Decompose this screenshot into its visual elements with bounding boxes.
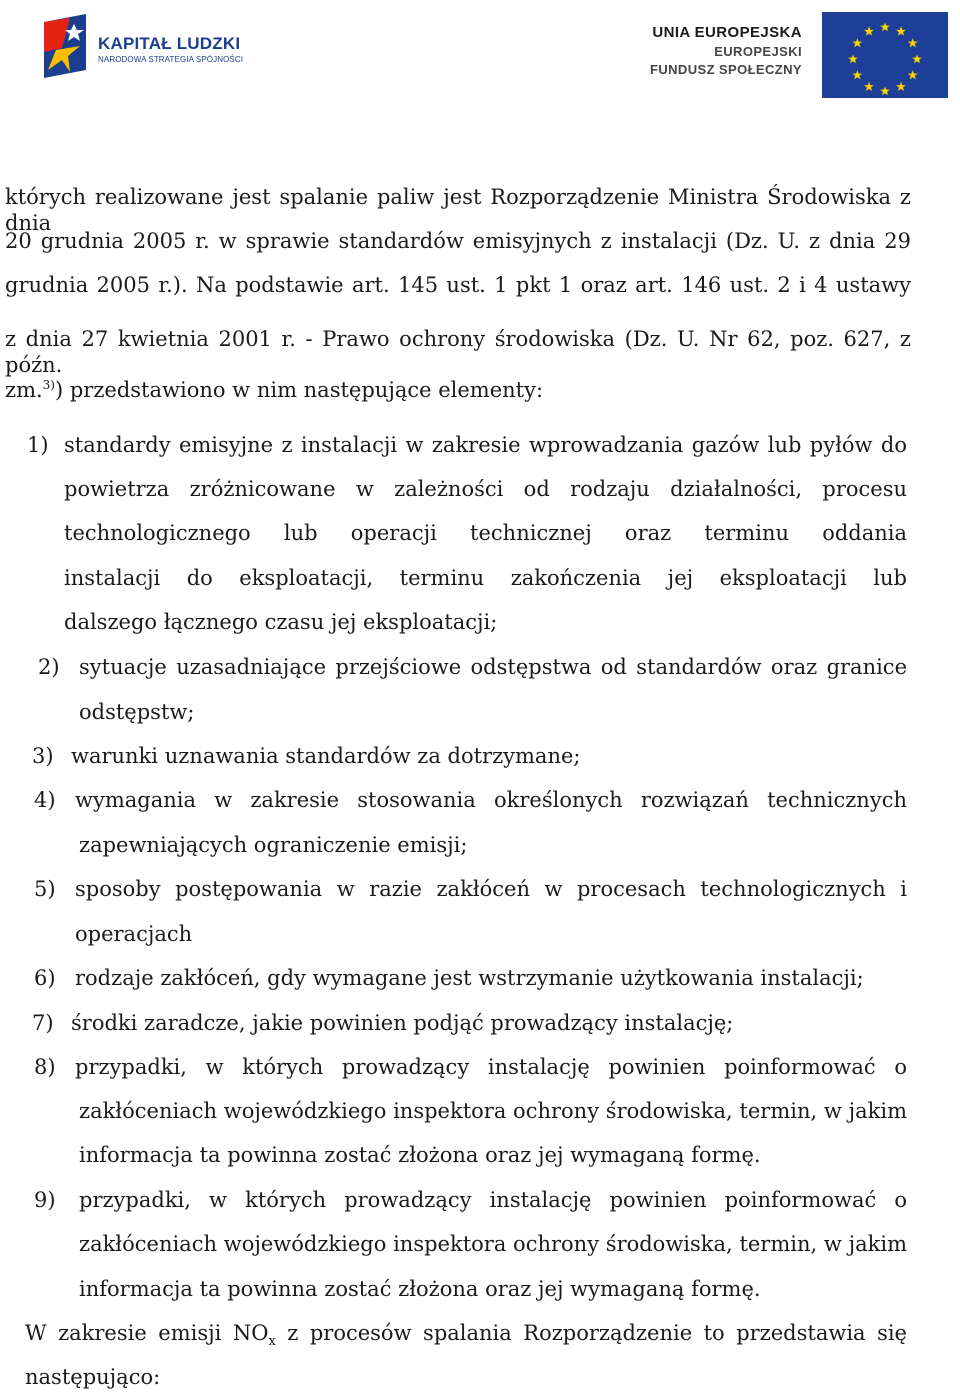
list-number: 3) (32, 744, 54, 768)
eu-logo-line1: UNIA EUROPEJSKA (652, 24, 802, 41)
list-item-line: zapewniających ograniczenie emisji; (79, 833, 468, 857)
list-item-line: środki zaradcze, jakie powinien podjąć prowadzący instalację; (71, 1011, 734, 1035)
list-number: 8) (34, 1055, 56, 1079)
list-number: 9) (34, 1188, 56, 1212)
paragraph-line: których realizowane jest spalanie paliw jest Rozporządzenie Ministra Środowiska z dnia (5, 185, 911, 235)
list-item-line: sposoby postępowania w razie zakłóceń w procesach technologicznych i (75, 877, 907, 901)
list-item-line: powietrza zróżnicowane w zależności od rodzaju działalności, procesu (64, 477, 907, 501)
list-item-line: zakłóceniach wojewódzkiego inspektora ochrony środowiska, termin, w jakim (79, 1099, 907, 1123)
list-item-line: informacja ta powinna zostać złożona oraz jej wymaganą formę. (79, 1143, 761, 1167)
paragraph-line: grudnia 2005 r.). Na podstawie art. 145 ust. 1 pkt 1 oraz art. 146 ust. 2 i 4 ustawy (5, 273, 911, 297)
kapital-ludzki-logo (40, 14, 280, 84)
list-item-line: zakłóceniach wojewódzkiego inspektora ochrony środowiska, termin, w jakim (79, 1232, 907, 1256)
kapital-ludzki-flag-icon (40, 14, 90, 78)
subscript-x: x (268, 1334, 276, 1350)
eu-flag-icon (822, 12, 948, 98)
paragraph-line: z dnia 27 kwietnia 2001 r. - Prawo ochrony środowiska (Dz. U. Nr 62, poz. 627, z późn. (5, 327, 911, 377)
list-number: 4) (34, 788, 56, 812)
list-item-line: operacjach (75, 922, 193, 946)
list-item-line: warunki uznawania standardów za dotrzymane; (71, 744, 581, 768)
list-item-line: technologicznego lub operacji technicznej oraz terminu oddania (64, 521, 907, 545)
eu-logo-line3: FUNDUSZ SPOŁECZNY (650, 62, 802, 77)
eu-logo (622, 12, 948, 98)
list-item-line: odstępstw; (79, 700, 195, 724)
list-item-line: instalacji do eksploatacji, terminu zakończenia jej eksploatacji lub (64, 566, 907, 590)
list-number: 7) (32, 1011, 54, 1035)
list-number: 2) (38, 655, 60, 679)
list-item-line: przypadki, w których prowadzący instalację powinien poinformować o (75, 1055, 907, 1079)
list-number: 1) (27, 433, 49, 457)
footnote-ref: 3) (42, 378, 55, 392)
kapital-ludzki-title: KAPITAŁ LUDZKI (98, 34, 241, 53)
list-item-line: przypadki, w których prowadzący instalację powinien poinformować o (79, 1188, 907, 1212)
eu-logo-line2: EUROPEJSKI (714, 44, 802, 59)
list-item-line: rodzaje zakłóceń, gdy wymagane jest wstrzymanie użytkowania instalacji; (75, 966, 864, 990)
list-number: 6) (34, 966, 56, 990)
paragraph-line: 20 grudnia 2005 r. w sprawie standardów emisyjnych z instalacji (Dz. U. z dnia 29 (5, 229, 911, 253)
page-header (0, 0, 960, 110)
paragraph-line: zm.$^{3)}$) przedstawiono w nim następujące elementy: (5, 378, 544, 402)
paragraph-line: następująco: (25, 1365, 161, 1389)
list-item-line: dalszego łącznego czasu jej eksploatacji; (64, 610, 498, 634)
paragraph-line: W zakresie emisji $NO_x$ z procesów spalania Rozporządzenie to przedstawia się (25, 1321, 907, 1350)
list-item-line: sytuacje uzasadniające przejściowe odstępstwa od standardów oraz granice (79, 655, 907, 679)
list-item-line: standardy emisyjne z instalacji w zakresie wprowadzania gazów lub pyłów do (64, 433, 907, 457)
kapital-ludzki-subtitle: NARODOWA STRATEGIA SPÓJNOŚCI (98, 55, 244, 64)
list-item-line: wymagania w zakresie stosowania określonych rozwiązań technicznych (75, 788, 907, 812)
list-item-line: informacja ta powinna zostać złożona oraz jej wymaganą formę. (79, 1277, 761, 1301)
list-number: 5) (34, 877, 56, 901)
